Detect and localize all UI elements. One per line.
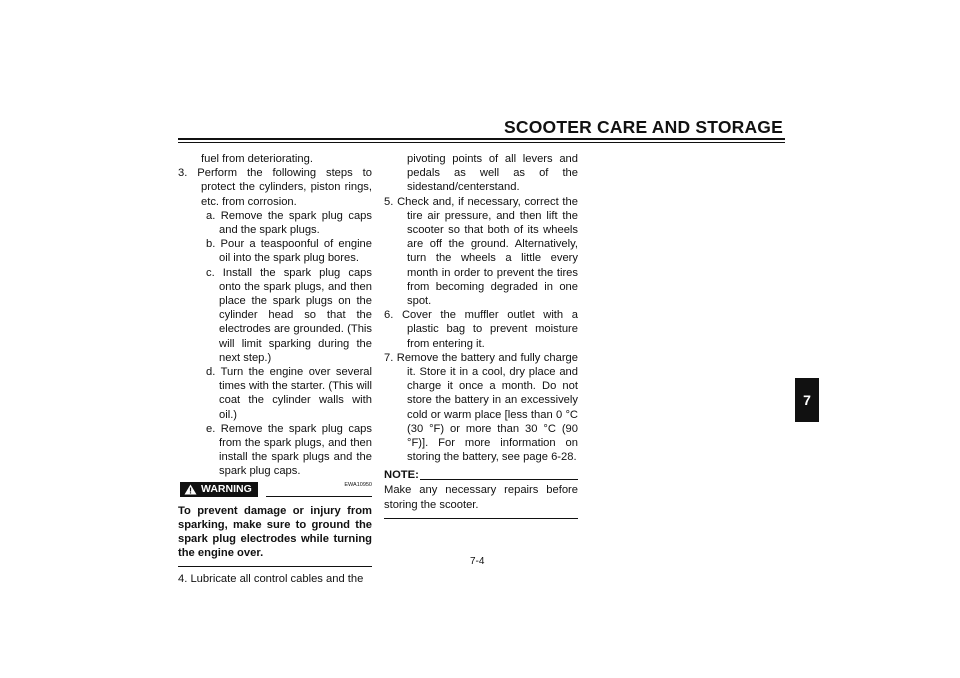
substep-e: e. Remove the spark plug caps from the spark plugs, and then install the spark plugs and the spark plug caps. (206, 422, 372, 478)
warning-rule (266, 496, 372, 497)
header-rule-thin (178, 142, 785, 143)
note-header (384, 468, 578, 483)
note-label: NOTE: (384, 469, 419, 482)
substep-c: c. Install the spark plug caps onto the spark plugs, and then place the spark plugs on the cylinder head so that the electrodes are grounded. (This will limit sparking during the next step.) (206, 266, 372, 364)
page-title: SCOOTER CARE AND STORAGE (504, 117, 783, 137)
step-4-continued: pivoting points of all levers and pedals as well as of the sidestand/centerstand. (407, 153, 578, 194)
left-column (178, 152, 372, 587)
note-text: Make any necessary repairs before storing the scooter. (384, 484, 578, 511)
warning-header (178, 482, 372, 498)
chapter-tab: 7 (795, 378, 819, 422)
substep-b: b. Pour a teaspoonful of engine oil into the spark plug bores. (206, 238, 372, 265)
warning-code: EWA10950 (344, 481, 372, 488)
step-6: 6. Cover the muffler outlet with a plastic bag to prevent moisture from entering it. (384, 309, 578, 350)
intro-text: fuel from deteriorating. (201, 153, 313, 165)
note-rule (420, 479, 578, 480)
step-3: 3. Perform the following steps to protect the cylinders, piston rings, etc. from corrosion. (178, 167, 372, 208)
header-rule (178, 138, 785, 140)
step-4: 4. Lubricate all control cables and the (178, 573, 364, 586)
warning-text: To prevent damage or injury from sparking, make sure to ground the spark plug electrodes while turning the engine over. (178, 504, 372, 560)
warning-label: WARNING (201, 482, 252, 495)
substep-d: d. Turn the engine over several times with the starter. (This will coat the cylinder walls with oil.) (206, 366, 372, 421)
page-number: 7-4 (470, 556, 485, 567)
step-7: 7. Remove the battery and fully charge it. Store it in a cool, dry place and charge it once a month. Do not store the battery in an excessively cold or warm place [less than 0 °C (30 °F) or more than 30 °C (90 °F)]. For more information on storing the battery, see page 6-28. (384, 351, 578, 464)
warning-end-rule (178, 566, 372, 567)
warning-badge (180, 482, 258, 497)
right-column (384, 152, 578, 524)
warning-triangle-icon (184, 484, 197, 495)
note-end-rule (384, 518, 578, 519)
substep-a: a. Remove the spark plug caps and the spark plugs. (206, 209, 372, 237)
step-5: 5. Check and, if necessary, correct the tire air pressure, and then lift the scooter so that both of its wheels are off the ground. Alternatively, turn the wheels a little every month in order to prevent the tires from becoming degraded in one spot. (384, 195, 578, 308)
